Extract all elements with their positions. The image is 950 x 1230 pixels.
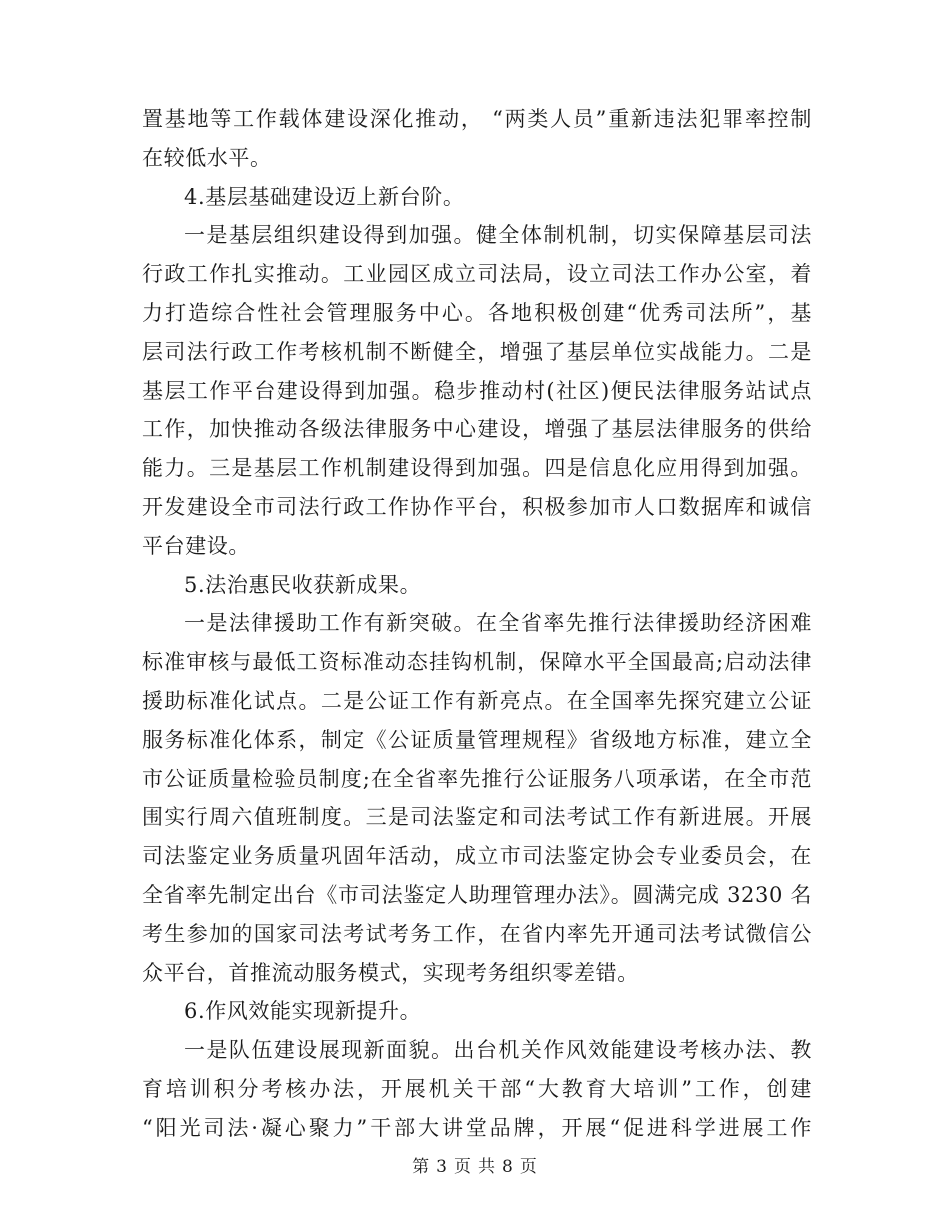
text-line: 能力。三是基层工作机制建设得到加强。四是信息化应用得到加强。 — [142, 456, 812, 481]
section-heading: 5.法治惠民收获新成果。 — [184, 572, 422, 597]
text-line: 全省率先制定出台《市司法鉴定人助理管理办法》。圆满完成 3230 名 — [142, 882, 812, 907]
footer-ye: 页 — [454, 1157, 472, 1177]
text-line: 行政工作扎实推动。工业园区成立司法局，设立司法工作办公室，着 — [142, 262, 812, 287]
text-line: 育培训积分考核办法，开展机关干部“大教育大培训”工作，创建 — [142, 1076, 812, 1101]
text-line: 服务标准化体系，制定《公证质量管理规程》省级地方标准，建立全 — [142, 727, 812, 752]
text-line: 基层工作平台建设得到加强。稳步推动村(社区)便民法律服务站试点 — [142, 378, 812, 403]
text-line: 众平台，首推流动服务模式，实现考务组织零差错。 — [142, 960, 639, 985]
text-line: 援助标准化试点。二是公证工作有新亮点。在全国率先探究建立公证 — [142, 688, 812, 713]
text-line: 平台建设。 — [142, 533, 250, 558]
text-line: 开发建设全市司法行政工作协作平台，积极参加市人口数据库和诚信 — [142, 494, 812, 519]
text-line: 市公证质量检验员制度;在全省率先推行公证服务八项承诺，在全市范 — [142, 766, 812, 791]
document-body — [142, 100, 812, 1148]
text-line: 一是队伍建设展现新面貌。出台机关作风效能建设考核办法、教 — [184, 1038, 812, 1063]
text-line: “阳光司法·凝心聚力”干部大讲堂品牌，开展“促进科学进展工作 — [142, 1115, 812, 1140]
page-number: 3 — [436, 1157, 448, 1177]
text-line: 围实行周六值班制度。三是司法鉴定和司法考试工作有新进展。开展 — [142, 805, 812, 830]
footer-di: 第 — [412, 1157, 431, 1177]
text-line: 置基地等工作载体建设深化推动， “两类人员”重新违法犯罪率控制 — [142, 107, 812, 131]
text-line: 一是基层组织建设得到加强。健全体制机制，切实保障基层司法 — [184, 223, 812, 248]
section-heading: 4.基层基础建设迈上新台阶。 — [184, 184, 465, 209]
footer-gong: 共 — [478, 1157, 496, 1177]
text-line: 在较低水平。 — [142, 145, 272, 170]
total-pages: 8 — [502, 1157, 514, 1177]
text-line: 力打造综合性社会管理服务中心。各地积极创建“优秀司法所”，基 — [142, 300, 812, 325]
text-line: 考生参加的国家司法考试考务工作，在省内率先开通司法考试微信公 — [142, 921, 812, 946]
text-line: 一是法律援助工作有新突破。在全省率先推行法律援助经济困难 — [184, 611, 812, 636]
text-line: 工作，加快推动各级法律服务中心建设，增强了基层法律服务的供给 — [142, 417, 812, 442]
page-footer — [0, 1152, 950, 1177]
text-line: 司法鉴定业务质量巩固年活动，成立市司法鉴定协会专业委员会，在 — [142, 844, 812, 869]
footer-ye-end: 页 — [519, 1157, 538, 1177]
section-heading: 6.作风效能实现新提升。 — [184, 999, 422, 1024]
text-line: 层司法行政工作考核机制不断健全，增强了基层单位实战能力。二是 — [142, 339, 812, 364]
text-line: 标准审核与最低工资标准动态挂钩机制，保障水平全国最高;启动法律 — [142, 650, 812, 675]
